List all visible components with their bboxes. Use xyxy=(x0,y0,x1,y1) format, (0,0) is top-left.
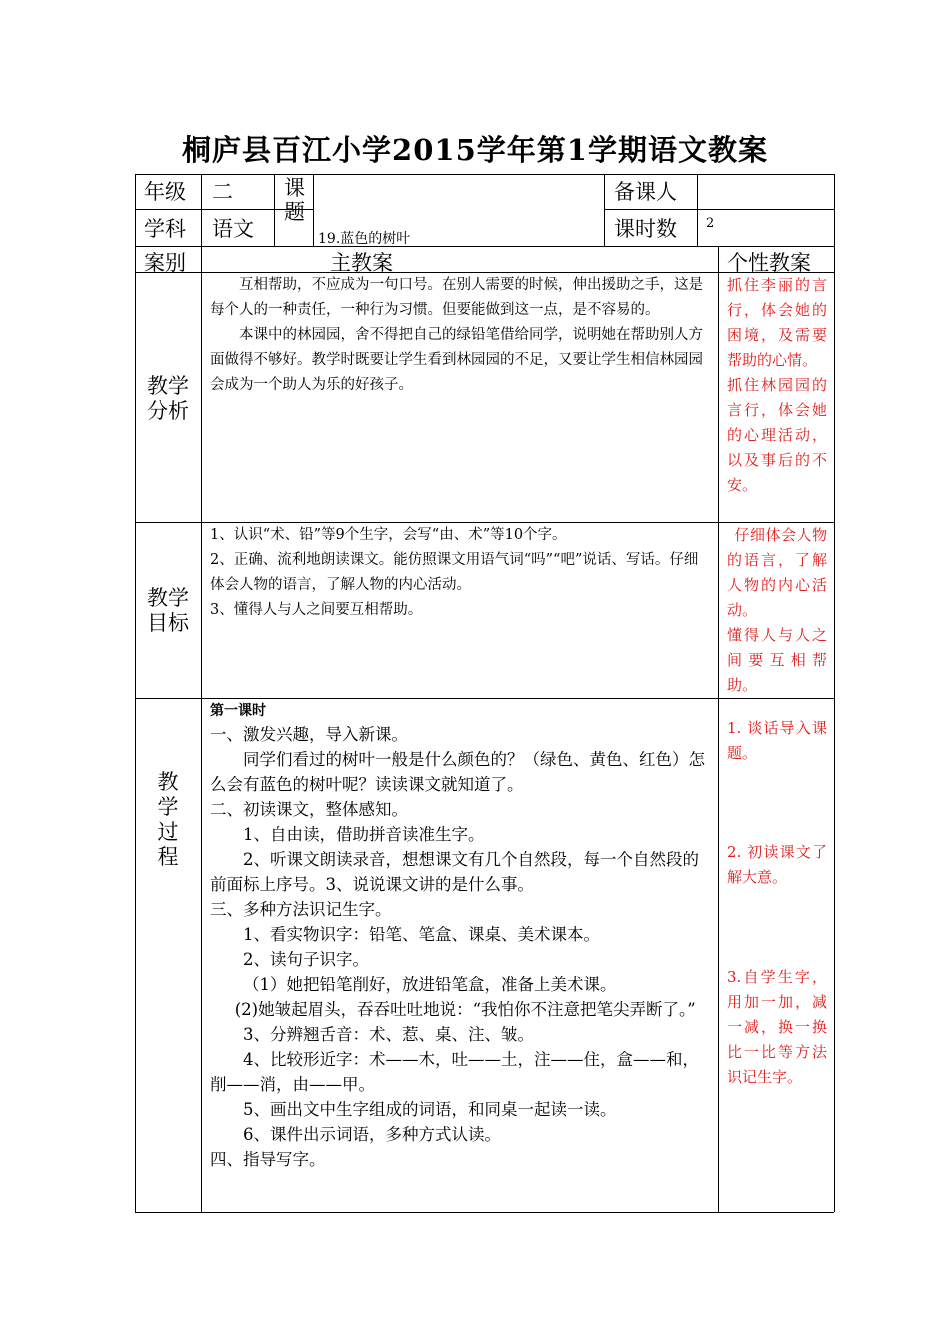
analysis-text xyxy=(210,273,710,398)
process-line: (2)她皱起眉头，吞吞吐吐地说：“我怕你不注意把笔尖弄断了。” xyxy=(234,1000,696,1019)
objective-note: 懂得人与人之间要互相帮助。 xyxy=(727,626,827,694)
process-line: 6、课件出示词语，多种方式认读。 xyxy=(243,1125,501,1144)
objective-note: 仔细体会人物的语言，了解人物的内心活动。 xyxy=(727,526,827,619)
header-vline-4 xyxy=(604,174,605,246)
topic-value: 19.蓝色的树叶 xyxy=(318,231,411,247)
process-line: 一、激发兴趣，导入新课。 xyxy=(210,725,408,744)
process-line: 3、分辨翘舌音：术、惹、桌、注、皱。 xyxy=(243,1025,534,1044)
process-line: （1）她把铅笔削好，放进铅笔盒，准备上美术课。 xyxy=(243,975,617,994)
process-note-2: 2. 初读课文了解大意。 xyxy=(727,843,827,886)
analysis-note: 抓住林园园的言行，体会她的心理活动，以及事后的不安。 xyxy=(727,376,827,494)
process-line: 2、读句子识字。 xyxy=(243,950,369,969)
header-mid-border-right xyxy=(604,209,834,210)
col-divider-1 xyxy=(201,246,202,1212)
subject-value: 语文 xyxy=(212,217,254,241)
process-text xyxy=(210,700,710,1172)
analysis-paragraph: 本课中的林园园，舍不得把自己的绿铅笔借给同学，说明她在帮助别人方面做得不够好。教学时既要让学生看到林园园的不足，又要让学生相信林园园会成为一个助人为乐的好孩子。 xyxy=(210,327,703,393)
objective-item: 1、认识“术、铅”等9个生字，会写“由、术”等10个字。 xyxy=(210,527,567,543)
header-top-border xyxy=(135,174,834,175)
header-vline-3 xyxy=(313,174,314,246)
grade-value: 二 xyxy=(212,180,233,204)
analysis-notes xyxy=(727,273,827,498)
grade-label: 年级 xyxy=(144,180,186,204)
table-left-border xyxy=(135,174,136,1212)
objectives-text xyxy=(210,523,710,623)
process-note-1: 1. 谈话导入课题。 xyxy=(727,719,827,762)
objectives-bottom-border xyxy=(135,698,834,699)
process-line: 1、自由读，借助拼音读准生字。 xyxy=(243,825,485,844)
column-main: 主教案 xyxy=(330,251,393,275)
analysis-label: 教学分析 xyxy=(147,374,189,423)
process-line: 三、多种方法识记生字。 xyxy=(210,900,392,919)
table-bottom-border xyxy=(135,1212,834,1213)
header-vline-1 xyxy=(201,174,202,246)
periods-value: 2 xyxy=(706,216,715,231)
column-category: 案别 xyxy=(144,251,186,275)
col-divider-2 xyxy=(718,246,719,1212)
periods-label: 课时数 xyxy=(614,217,677,241)
process-line: 4、比较形近字：术——木，吐——土，注——住，盒——和，削——消，由——甲。 xyxy=(210,1050,699,1094)
column-personal: 个性教案 xyxy=(727,251,811,275)
analysis-note: 抓住李丽的言行，体会她的困境，及需要帮助的心情。 xyxy=(727,276,827,369)
objectives-label: 教学目标 xyxy=(147,586,189,635)
process-label: 教学过程 xyxy=(157,770,179,869)
process-line: 同学们看过的树叶一般是什么颜色的？（绿色、黄色、红色）怎么会有蓝色的树叶呢？读读课文就知道了。 xyxy=(210,750,705,794)
analysis-paragraph: 互相帮助，不应成为一句口号。在别人需要的时候，伸出援助之手，这是每个人的一种责任，一种行为习惯。但要能做到这一点，是不容易的。 xyxy=(210,277,703,318)
preparer-label: 备课人 xyxy=(614,180,677,204)
objective-item: 2、正确、流利地朗读课文。能仿照课文用语气词“吗”“吧”说话、写话。仔细体会人物的语言，了解人物的内心活动。 xyxy=(210,552,699,593)
header-vline-5 xyxy=(697,174,698,246)
objectives-notes xyxy=(727,523,827,698)
objective-item: 3、懂得人与人之间要互相帮助。 xyxy=(210,602,423,618)
process-line: 1、看实物识字：铅笔、笔盒、课桌、美术课本。 xyxy=(243,925,600,944)
period-title: 第一课时 xyxy=(210,703,266,719)
page-title: 桐庐县百江小学2015学年第1学期语文教案 xyxy=(182,133,768,167)
header-vline-2 xyxy=(274,174,275,246)
subject-label: 学科 xyxy=(144,217,186,241)
process-line: 二、初读课文，整体感知。 xyxy=(210,800,408,819)
process-line: 2、听课文朗读录音，想想课文有几个自然段，每一个自然段的前面标上序号。3、说说课文讲的是什么事。 xyxy=(210,850,699,894)
process-line: 四、指导写字。 xyxy=(210,1150,326,1169)
process-note-3: 3.自学生字，用加一加，减一减，换一换比一比等方法识记生字。 xyxy=(727,968,827,1086)
process-line: 5、画出文中生字组成的词语，和同桌一起读一读。 xyxy=(243,1100,617,1119)
table-right-border xyxy=(834,174,835,1212)
topic-label: 课题 xyxy=(284,176,305,224)
